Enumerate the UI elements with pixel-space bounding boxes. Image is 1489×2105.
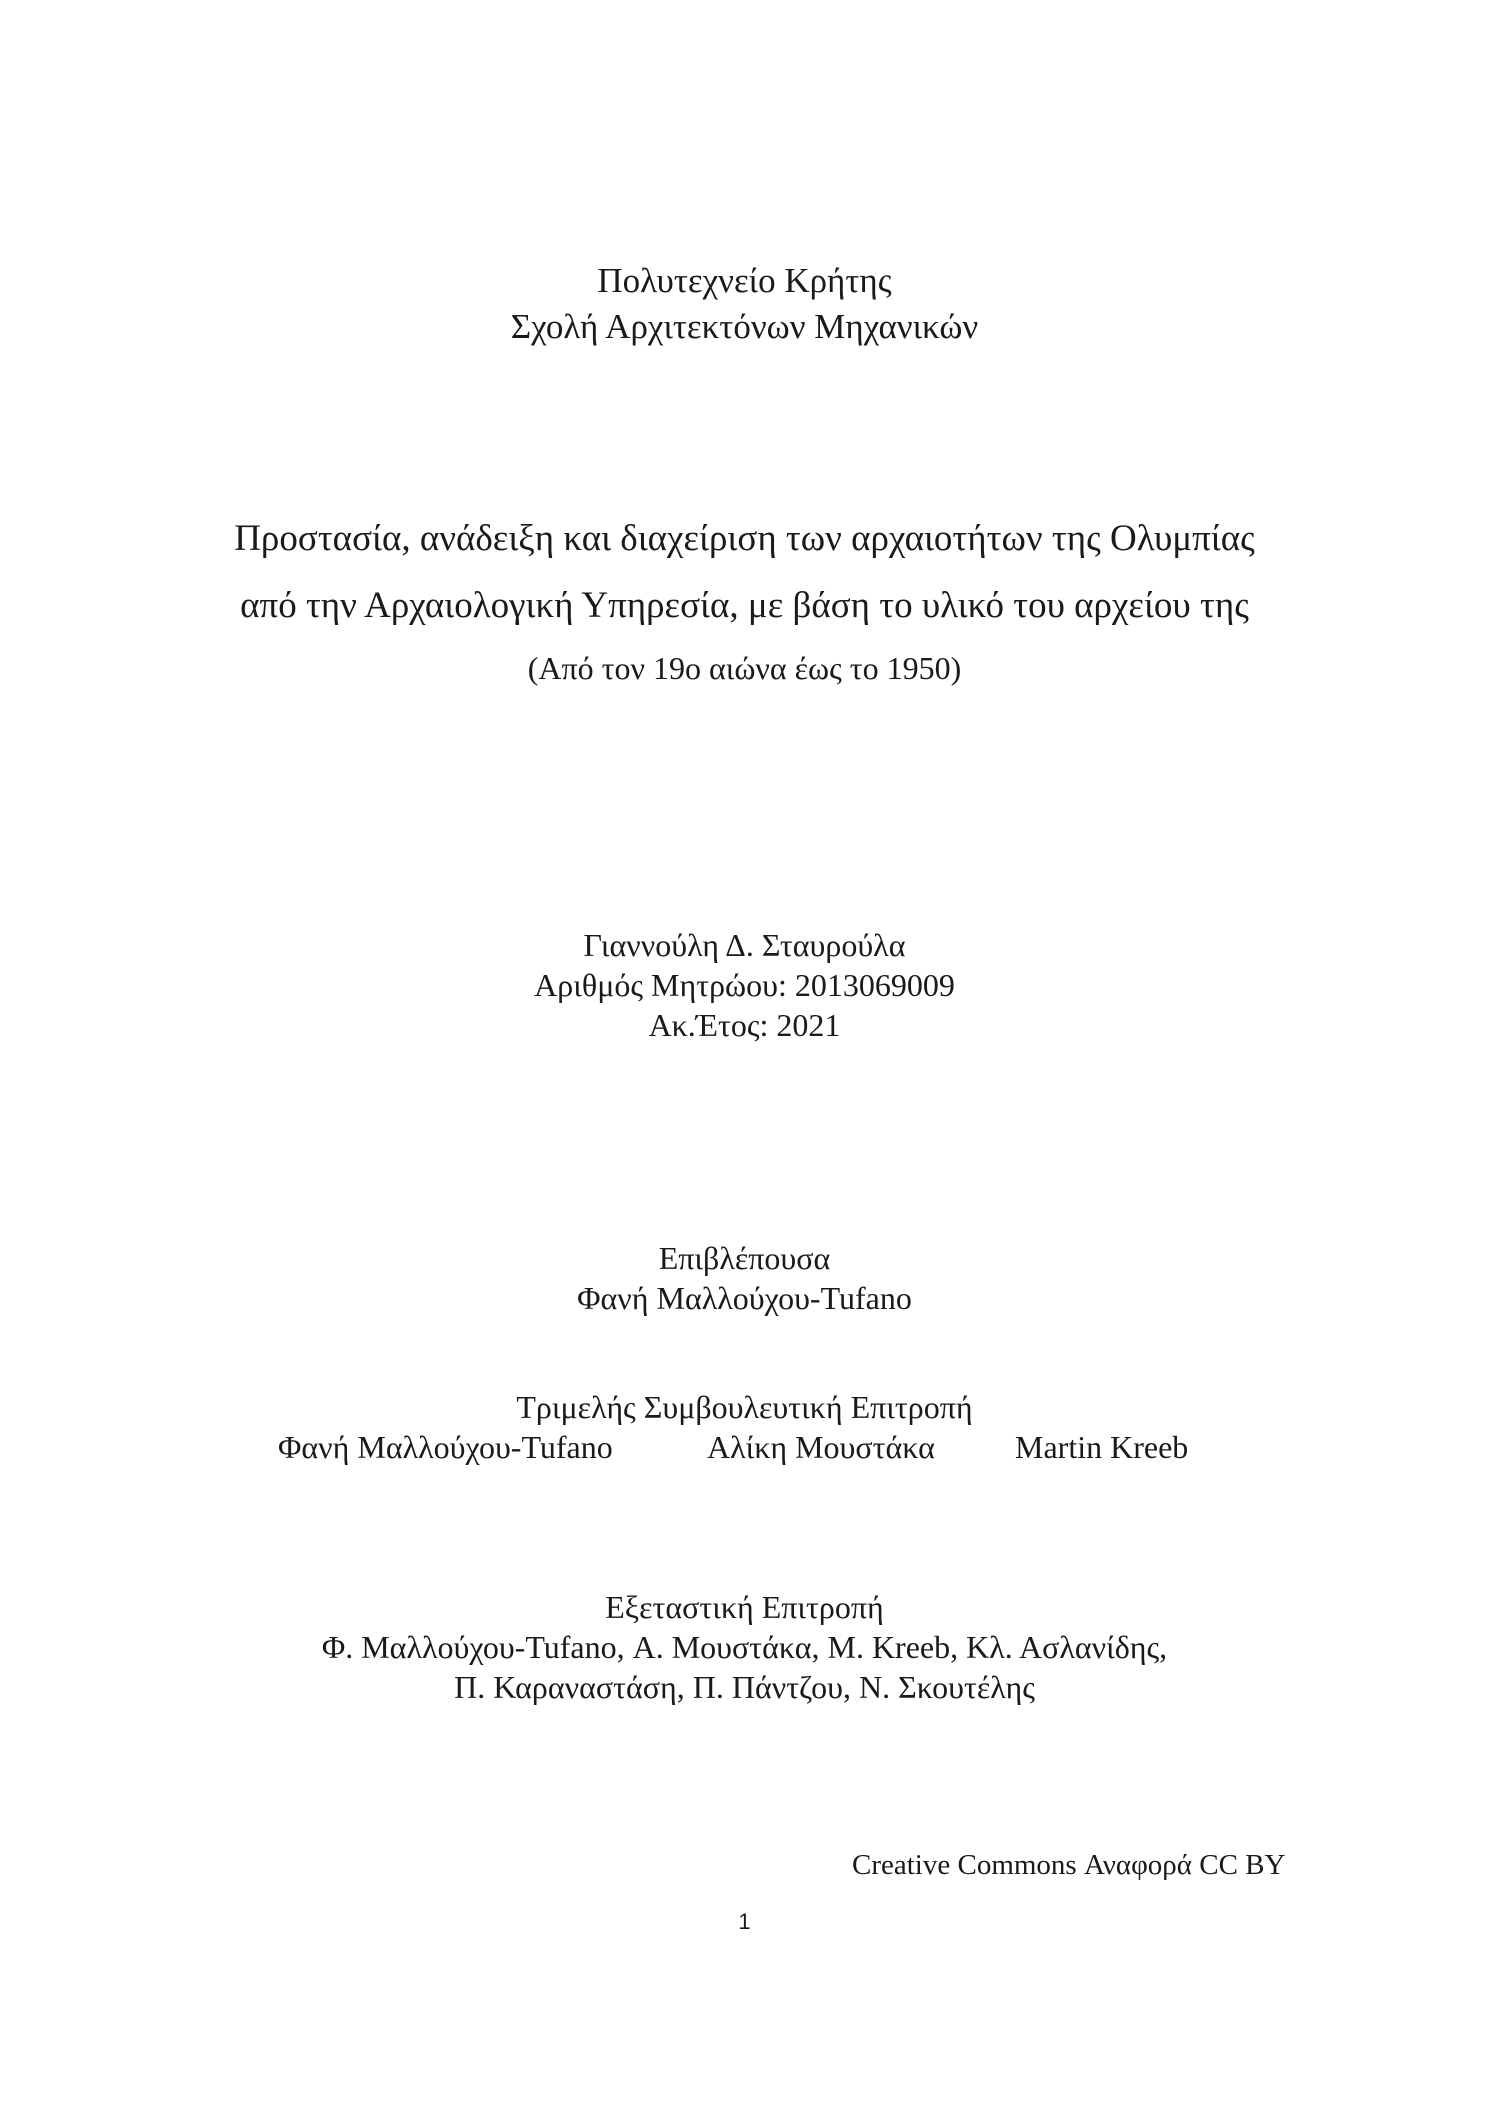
supervisor-info <box>0 1238 1489 1318</box>
author-info <box>0 925 1489 1045</box>
advisory-committee-member: Αλίκη Μουστάκα <box>707 1429 935 1465</box>
supervisor-name: Φανή Μαλλούχου-Tufano <box>577 1280 912 1316</box>
thesis-title <box>0 505 1489 639</box>
advisory-committee-members <box>0 1427 1489 1467</box>
institution-header <box>0 258 1489 350</box>
examination-committee-label: Εξεταστική Επιτροπή <box>605 1589 884 1625</box>
examination-committee <box>0 1587 1489 1707</box>
author-name: Γιαννούλη Δ. Σταυρούλα <box>583 927 906 963</box>
advisory-committee-heading <box>0 1387 1489 1427</box>
registration-number: Αριθμός Μητρώου: 2013069009 <box>534 967 955 1003</box>
thesis-title-line-1: Προστασία, ανάδειξη και διαχείριση των αρχαιοτήτων της Ολυμπίας <box>234 518 1255 559</box>
thesis-title-line-2: από την Αρχαιολογική Υπηρεσία, με βάση το υλικό του αρχείου της <box>240 585 1249 626</box>
thesis-subtitle <box>0 647 1489 689</box>
advisory-committee-member: Φανή Μαλλούχου-Tufano <box>278 1429 613 1465</box>
advisory-committee-member: Martin Kreeb <box>1015 1429 1189 1465</box>
advisory-committee-label: Τριμελής Συμβουλευτική Επιτροπή <box>516 1389 973 1425</box>
school-name: Σχολή Αρχιτεκτόνων Μηχανικών <box>510 307 979 346</box>
thesis-subtitle-text: (Από τον 19ο αιώνα έως το 1950) <box>527 650 962 686</box>
examination-committee-members-line-1: Φ. Μαλλούχου-Tufano, Α. Μουστάκα, Μ. Kreeb, Κλ. Ασλανίδης, <box>321 1629 1168 1665</box>
page-number: 1 <box>738 1909 751 1934</box>
academic-year: Ακ.Έτος: 2021 <box>648 1007 841 1043</box>
examination-committee-members-line-2: Π. Καραναστάση, Π. Πάντζου, Ν. Σκουτέλης <box>454 1669 1035 1705</box>
supervisor-label: Επιβλέπουσα <box>658 1240 831 1276</box>
university-name: Πολυτεχνείο Κρήτης <box>597 261 892 300</box>
license-notice: Creative Commons Αναφορά CC BY <box>852 1849 1286 1881</box>
